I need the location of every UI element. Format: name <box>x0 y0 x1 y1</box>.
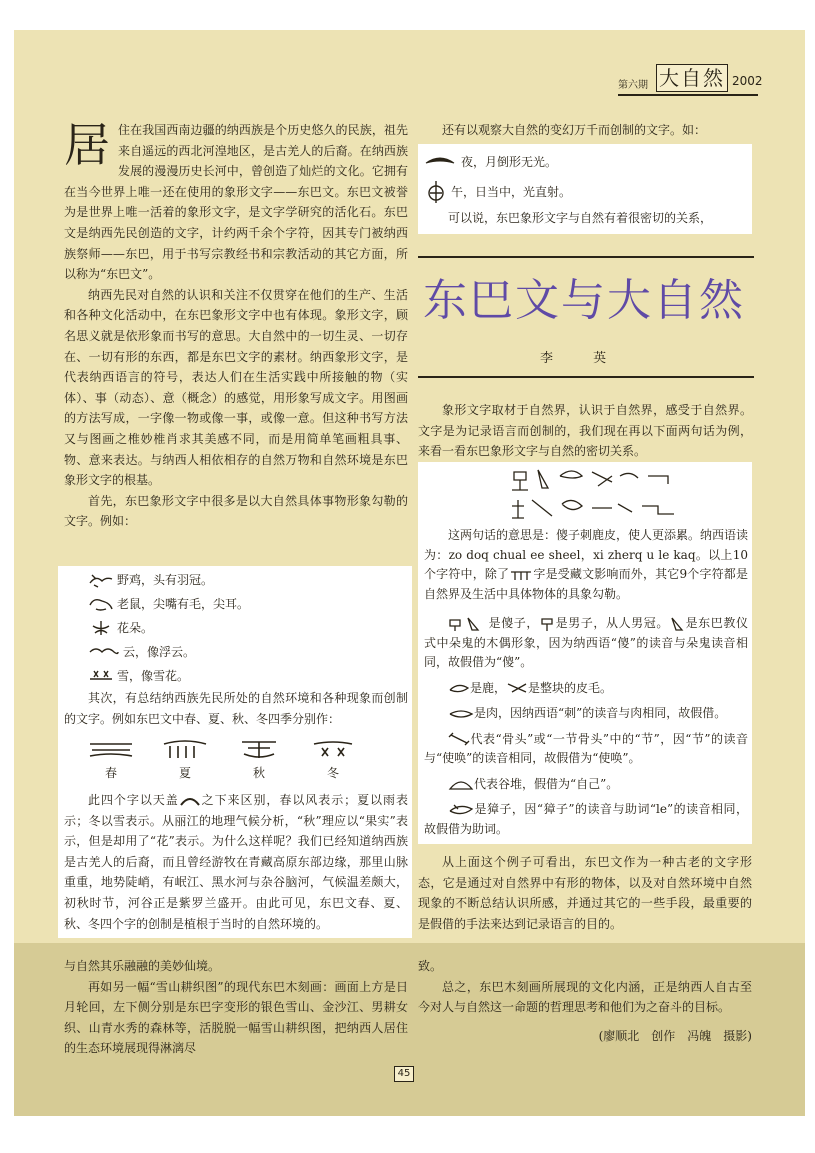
year-label: 2002 <box>732 74 763 88</box>
mouse-glyph-icon <box>88 595 114 613</box>
bottom-right-line: 致。 <box>418 959 443 973</box>
paragraph-4: 其次，有总结纳西族先民所处的自然环境和各种现象而创制的文字。例如东巴文中春、夏、秋、冬四季分别作： <box>64 691 408 726</box>
grain-pile-glyph-icon <box>448 777 474 791</box>
right-paragraph-5: 是傻子， 是男子，从人男冠。 是东巴教仪式中朵鬼的木偶形象，因为纳西语“傻”的读音与朵鬼读音相同，故假借为“傻”。 <box>424 616 748 669</box>
article-author: 李 英 <box>540 351 625 366</box>
paragraph-4-block <box>64 688 408 729</box>
intro-paragraph: 居住在我国西南边疆的纳西族是个历史悠久的民族，祖先来自遥远的西北河湟地区，是古羌人的后裔。在纳西族发展的漫漫历史长河中，曾创造了灿烂的文化。它拥有在当今世界上唯一还在使用的象形文字——东巴文。东巴文被誉为是世界上唯一活着的象形文字，是文字学研究的活化石。东巴文是纳西先民创造的文字，计约两千余个字符，因其专门被纳西族祭师——东巴，用于书写宗教经书和宗教活动的其它方面，所以称为“东巴文”。 <box>64 118 408 282</box>
title-rule-bottom <box>418 376 754 378</box>
right-paragraph-3-block <box>418 400 752 462</box>
spring-glyph-icon <box>86 738 136 762</box>
season-autumn: 秋 <box>234 738 284 766</box>
bottom-left-paragraph: 再如另一幅“雪山耕织图”的现代东巴木刻画：画面上方是日月轮回，左下侧分别是东巴字变形的银色雪山、金沙江、男耕女织、山青水秀的森林等，活脱脱一幅雪山耕织图，把纳西人居住的生态环境展现得淋漓尽 <box>64 979 408 1056</box>
right-paragraph-11: 从上面这个例子可看出，东巴文作为一种古老的文字形态，它是通过对自然界中有形的物体，以及对自然环境中自然现象的不断总结认识所感，并通过其它的一些手段，最重要的是假借的手法来达到记录语言的目的。 <box>418 855 752 931</box>
sentence-glyph-row-icon <box>508 466 708 526</box>
bottom-left-text <box>64 956 408 1059</box>
autumn-glyph-icon <box>234 738 284 762</box>
flower-glyph-icon <box>88 619 114 637</box>
bottom-left-line: 与自然其乐融融的美妙仙境。 <box>64 959 221 973</box>
snow-glyph-icon <box>88 667 114 685</box>
night-glyph-icon <box>424 153 458 171</box>
example-list-2 <box>424 150 744 229</box>
right-examples-text <box>424 526 748 839</box>
right-paragraph-9: 代表谷堆，假借为“自己”。 <box>424 775 748 795</box>
meat-glyph-icon <box>448 708 474 720</box>
right-paragraph-7: 是肉，因纳西语“刺”的读音与肉相同，故假借。 <box>424 704 748 724</box>
bottom-right-text <box>418 956 752 1046</box>
season-spring: 春 <box>86 738 136 766</box>
season-glyphs <box>86 738 406 784</box>
running-header <box>618 64 763 98</box>
winter-glyph-icon <box>308 738 358 762</box>
issue-label: 第六期 <box>618 80 648 91</box>
bone-glyph-icon <box>448 732 470 746</box>
paragraph-5: 此四个字以天盖 之下来区别，春以风表示；夏以雨表示；冬以雪表示。从丽江的地理气候分析，“秋”理应以“果实”表示，但是却用了“花”表示。为什么这样呢？我们已经知道纳西族是古羌人的后裔，而且曾经游牧在青藏高原东部边缘，那里山脉重重，地势陡峭，有岷江、黑水河与杂谷脑河，气候温差颇大，初秋时节，河谷正是紫罗兰盛开。由此可见，东巴文春、夏、秋、冬四个字的创制是植根于当时的自然环境的。 <box>64 793 408 931</box>
example-night: 夜，月倒形无光。 <box>424 150 744 174</box>
fool-glyph-icon <box>448 616 488 632</box>
magazine-title: 大自然 <box>656 64 728 92</box>
sky-cover-glyph-icon <box>179 795 201 807</box>
example-flower: 花朵。 <box>88 616 408 640</box>
effigy-glyph-icon <box>669 616 685 632</box>
bottom-right-paragraph: 总之，东巴木刻画所展现的文化内涵，正是纳西人自古至今对人与自然这一命题的哲理思考和他们为之奋斗的目标。 <box>418 979 752 1015</box>
paragraph-3: 首先，东巴象形文字中很多是以大自然具体事物形象勾勒的文字。例如： <box>64 493 408 529</box>
paragraph-2: 纳西先民对自然的认识和关注不仅贯穿在他们的生产、生活和各种文化活动中，在东巴象形文字中也有体现。象形文字，顾名思义就是依形象而书写的意思。大自然中的一切生灵、一切存在、一切有形的东西，都是东巴文字的素材。纳西象形文字，是代表纳西语言的符号，表达人们在生活实践中所接触的物（实体）、事（动态）、意（概念）的感觉，用形象写成文字。用图画的方法写成，一字像一物或像一事，或像一意。但这种书写方法又与图画之椎妙椎肖求其美感不同，而是用简单笔画粗具事、物、意来表达。与纳西人相依相存的自然万物和自然环境是东巴象形文字的根基。 <box>64 287 408 488</box>
river-deer-glyph-icon <box>448 803 474 817</box>
example-cloud: 云，像浮云。 <box>88 640 408 664</box>
right-column-top <box>418 120 752 141</box>
season-summer: 夏 <box>160 738 210 766</box>
title-rule-top <box>418 256 754 258</box>
page-number: 45 <box>394 1066 414 1082</box>
cloud-glyph-icon <box>88 643 120 661</box>
right-paragraph-6: 是鹿， 是整块的皮毛。 <box>424 679 748 699</box>
paragraph-5-block <box>64 790 408 934</box>
article-title: 东巴文与大自然 <box>423 275 745 326</box>
right-paragraph-3: 象形文字取材于自然界，认识于自然界，感受于自然界。文字是为记录语言而创制的，我们现在再以下面两句话为例，来看一看东巴象形文字与自然的密切关系。 <box>418 403 752 459</box>
example-noon: 午，日当中，光直射。 <box>424 180 744 204</box>
man-glyph-icon <box>539 616 555 632</box>
example-pheasant: 野鸡，头有羽冠。 <box>88 568 408 592</box>
hide-glyph-icon <box>506 680 528 696</box>
example-snow: 雪，像雪花。 <box>88 664 408 688</box>
example-mouse: 老鼠，尖嘴有毛，尖耳。 <box>88 592 408 616</box>
right-paragraph-2: 可以说，东巴象形文字与自然有着很密切的关系， <box>448 211 713 225</box>
example-list-1 <box>88 568 408 688</box>
right-paragraph-1: 还有以观察大自然的变幻万千而创制的文字。如： <box>442 123 707 137</box>
season-winter: 冬 <box>308 738 358 766</box>
left-column-text <box>64 120 408 532</box>
noon-glyph-icon <box>424 181 448 203</box>
pheasant-glyph-icon <box>88 571 114 589</box>
drop-cap: 居 <box>64 118 110 172</box>
right-paragraph-4: 这两句话的意思是：傻子刺鹿皮，使人更添累。纳西语读为：zo doq chual ee sheel，xi zherq u le kaq。以上10个字符中，除了 字是受藏文影响而外，其它9个字符都是自然界及生活中具体物体的具象勾勒。 <box>424 528 749 601</box>
deer-glyph-icon <box>448 680 470 696</box>
header-rule <box>618 94 758 96</box>
sentence-glyphs <box>508 466 708 526</box>
photo-credit: (廖顺北 创作 冯魄 摄影) <box>598 1028 752 1043</box>
tibetan-glyph-icon <box>509 569 533 581</box>
right-conclusion-block <box>418 852 752 934</box>
summer-glyph-icon <box>160 738 210 762</box>
right-paragraph-8: 代表“骨头”或“一节骨头”中的“节”，因“节”的读音与“使唤”的读音相同，故假借为“使唤”。 <box>424 731 748 765</box>
right-paragraph-10: 是獐子，因“獐子”的读音与助词“le”的读音相同，故假借为助词。 <box>424 802 748 836</box>
